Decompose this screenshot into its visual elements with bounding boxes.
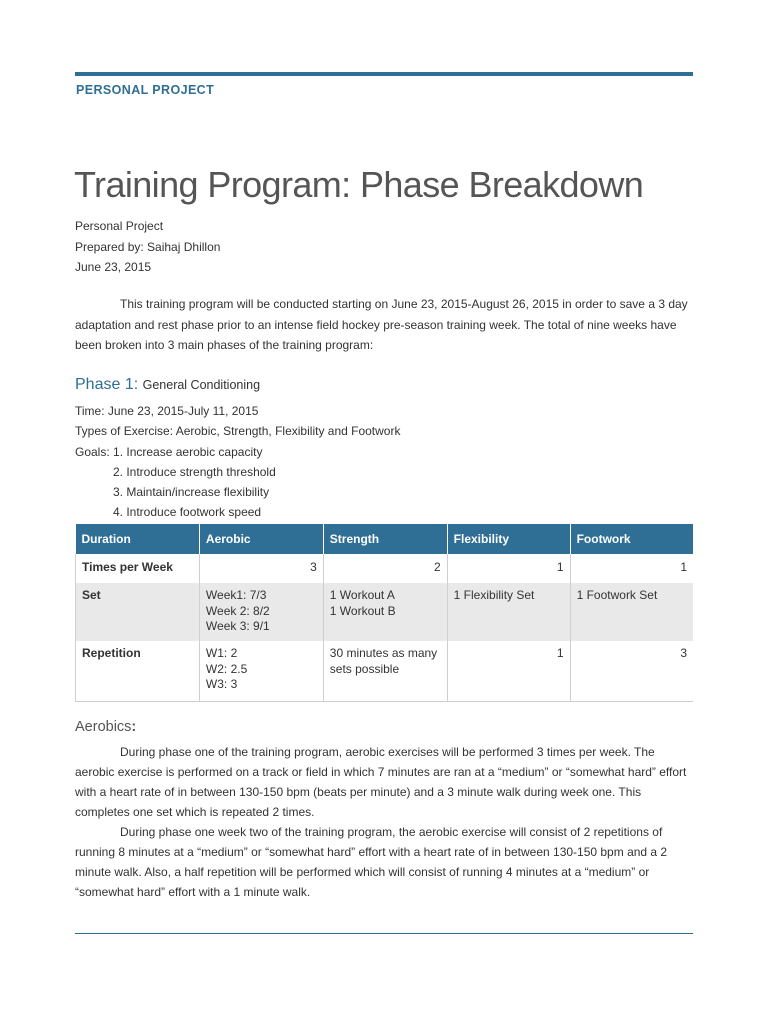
body-paragraph — [75, 822, 693, 902]
table-header-row — [76, 524, 694, 554]
table-row — [76, 641, 694, 701]
phase-exercise-types: Types of Exercise: Aerobic, Strength, Flexibility and Footwork — [75, 424, 401, 439]
goals-label: Goals: — [75, 444, 110, 459]
meta-project: Personal Project — [75, 219, 164, 233]
table-cell: 3 — [570, 641, 693, 701]
row-label: Repetition — [76, 641, 200, 701]
aerobics-body — [75, 742, 693, 902]
table-cell: 3 — [199, 554, 323, 583]
header-label: PERSONAL PROJECT — [76, 83, 215, 97]
phase-table — [75, 524, 693, 702]
table-cell: 1 Flexibility Set — [447, 583, 570, 641]
table-cell: 1 Workout A 1 Workout B — [323, 583, 447, 641]
goal-item — [75, 442, 400, 462]
body-paragraph — [75, 742, 693, 822]
section-heading-colon: : — [131, 719, 137, 735]
goal-text: 4. Introduce footwork speed — [113, 505, 262, 520]
intro-paragraph — [75, 294, 693, 356]
table-cell: 2 — [323, 554, 447, 583]
phase-heading — [75, 376, 260, 394]
section-heading — [75, 719, 136, 735]
goal-item — [75, 502, 400, 522]
column-header: Footwork — [570, 524, 693, 554]
goal-text: 1. Increase aerobic capacity — [113, 444, 263, 459]
table-cell: 1 — [447, 554, 570, 583]
phase-number: Phase 1: — [75, 376, 139, 393]
column-header: Duration — [76, 524, 200, 554]
table-cell: 1 — [447, 641, 570, 701]
meta-date: June 23, 2015 — [75, 260, 152, 274]
goal-item — [75, 482, 400, 502]
table-cell: Week1: 7/3 Week 2: 8/2 Week 3: 9/1 — [199, 583, 323, 641]
phase-info — [75, 401, 400, 523]
meta-author: Prepared by: Saihaj Dhillon — [75, 239, 221, 254]
table-cell: 1 — [680, 560, 687, 574]
page-title: Training Program: Phase Breakdown — [74, 164, 644, 205]
table-row — [76, 554, 694, 583]
footer-rule — [75, 933, 693, 934]
row-label: Times per Week — [76, 554, 200, 583]
paragraph-text: During phase one week two of the training program, the aerobic exercise will consist of 2 repetitions of running 8 minutes at a “medium” or “somewhat hard” effort with a heart rate of in between 130-150 bpm and a 2 minute walk. Also, a half repetition will be performed which will consist of running 4 minutes at a “medium” or “somewhat hard” effort with a 1 minute walk. — [75, 825, 668, 899]
intro-text: This training program will be conducted starting on June 23, 2015-August 26, 2015 in order to save a 3 day adaptation and rest phase prior to an intense field hockey pre-season training week. The total of nine weeks have been broken into 3 main phases of the training program: — [75, 297, 688, 352]
column-header: Strength — [323, 524, 447, 554]
goal-text: 3. Maintain/increase flexibility — [113, 485, 270, 500]
phase-time: Time: June 23, 2015-July 11, 2015 — [75, 404, 259, 418]
header-rule — [75, 72, 693, 76]
column-header: Flexibility — [447, 524, 570, 554]
table-row — [76, 583, 694, 641]
table-cell: 30 minutes as many sets possible — [323, 641, 447, 701]
table-cell: 1 Footwork Set — [570, 583, 693, 641]
section-heading-text: Aerobics — [75, 719, 132, 735]
goal-text: 2. Introduce strength threshold — [113, 464, 276, 479]
goal-item — [75, 462, 400, 482]
row-label: Set — [76, 583, 200, 641]
column-header: Aerobic — [199, 524, 323, 554]
phase-name: General Conditioning — [142, 378, 261, 392]
document-meta — [75, 216, 220, 278]
table-cell: W1: 2 W2: 2.5 W3: 3 — [199, 641, 323, 701]
paragraph-text: During phase one of the training program, aerobic exercises will be performed 3 times per week. The aerobic exercise is performed on a track or field in which 7 minutes are ran at a “medium” or “somewhat hard” effort with a heart rate of in between 130-150 bpm (beats per minute) and a 3 minute walk during week one. This completes one set which is repeated 2 times. — [75, 745, 687, 819]
